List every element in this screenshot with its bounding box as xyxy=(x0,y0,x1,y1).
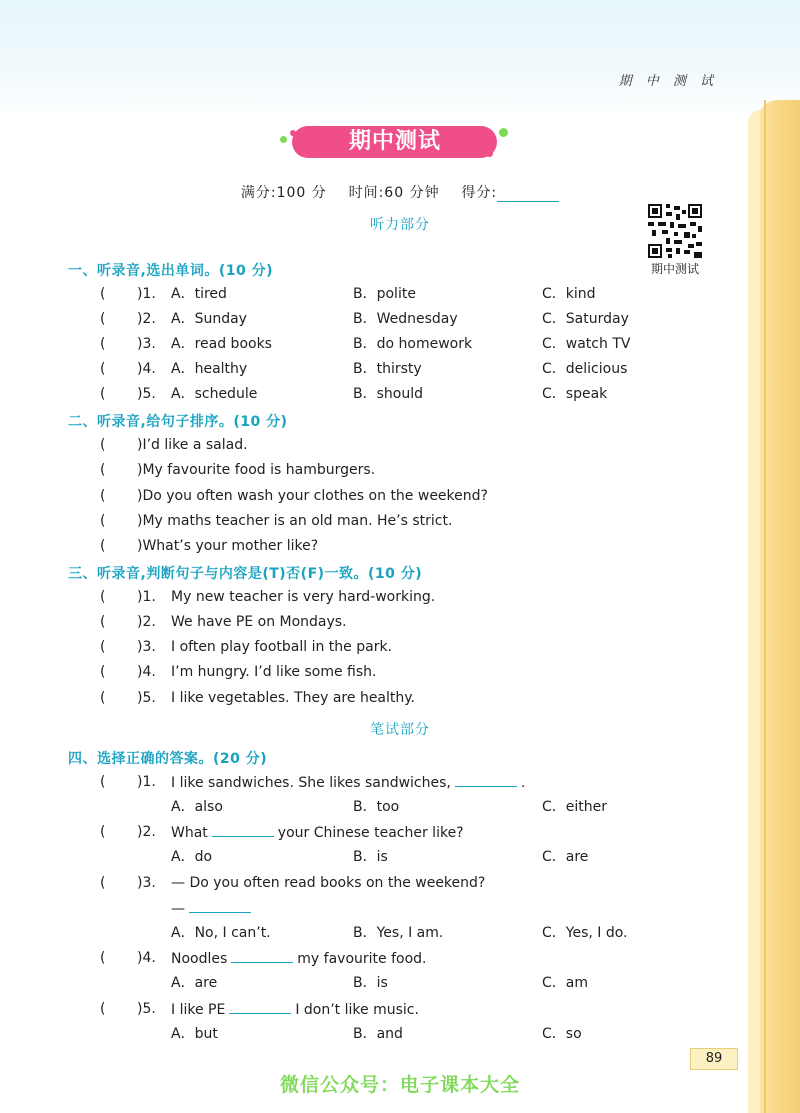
part4-question-2 xyxy=(0,822,800,842)
answer-paren[interactable]: ( xyxy=(100,311,106,327)
option-a: A．tired xyxy=(171,286,227,302)
question-number: )3. xyxy=(137,639,156,655)
writing-section-heading: 笔试部分 xyxy=(370,722,430,738)
question-number: )4. xyxy=(137,361,156,377)
answer-paren[interactable]: ( xyxy=(100,361,106,377)
statement-text: We have PE on Mondays. xyxy=(171,614,347,630)
question-number: )2. xyxy=(137,311,156,327)
decor-dot xyxy=(499,128,508,137)
question-number: )2. xyxy=(137,824,156,840)
part4-options-4 xyxy=(0,973,800,993)
option-a: A．No, I can’t. xyxy=(171,925,271,941)
answer-paren[interactable]: ( xyxy=(100,462,106,478)
statement-text: I’m hungry. I’d like some fish. xyxy=(171,664,377,680)
sentence-text: )What’s your mother like? xyxy=(137,538,319,554)
part4-options-3 xyxy=(0,923,800,943)
part4-question-1 xyxy=(0,772,800,792)
part2-sentence-4 xyxy=(0,511,800,531)
question-number: )1. xyxy=(137,774,156,790)
option-c: C．watch TV xyxy=(542,336,631,352)
option-b: B．polite xyxy=(353,286,416,302)
part1-question-2 xyxy=(0,309,800,329)
qr-label: 期中测试 xyxy=(650,262,699,276)
question-number: )3. xyxy=(137,336,156,352)
option-c: C．kind xyxy=(542,286,596,302)
option-c: C．Yes, I do. xyxy=(542,925,628,941)
question-number: )4. xyxy=(137,950,156,966)
option-b: B．do homework xyxy=(353,336,473,352)
qr-code-icon[interactable] xyxy=(648,204,702,258)
score-info xyxy=(0,182,800,202)
sentence-text: )My favourite food is hamburgers. xyxy=(137,462,376,478)
option-c: C．am xyxy=(542,975,588,991)
option-b: B．is xyxy=(353,975,388,991)
part2-sentence-2 xyxy=(0,460,800,480)
answer-paren[interactable]: ( xyxy=(100,824,106,840)
fill-blank[interactable] xyxy=(212,822,274,837)
answer-paren[interactable]: ( xyxy=(100,386,106,402)
part4-question-5 xyxy=(0,999,800,1019)
question-number: )5. xyxy=(137,1001,156,1017)
option-a: A．do xyxy=(171,849,213,865)
option-c: C．either xyxy=(542,799,608,815)
part2-sentence-3 xyxy=(0,486,800,506)
option-b: B．Wednesday xyxy=(353,311,458,327)
question-number: )1. xyxy=(137,286,156,302)
fill-blank[interactable] xyxy=(455,772,517,787)
part4-question-3 xyxy=(0,873,800,893)
option-a: A．but xyxy=(171,1026,218,1042)
option-a: A．read books xyxy=(171,336,272,352)
answer-paren[interactable]: ( xyxy=(100,950,106,966)
sentence-text: )My maths teacher is an old man. He’s strict. xyxy=(137,513,453,529)
part3-title: 三、听录音,判断句子与内容是(T)否(F)一致。(10 分) xyxy=(68,566,423,582)
answer-paren[interactable]: ( xyxy=(100,664,106,680)
option-a: A．also xyxy=(171,799,223,815)
part4-options-1 xyxy=(0,797,800,817)
answer-paren[interactable]: ( xyxy=(100,286,106,302)
statement-text: I often play football in the park. xyxy=(171,639,393,655)
question-text: — Do you often read books on the weekend? xyxy=(171,875,486,891)
answer-paren[interactable]: ( xyxy=(100,690,106,706)
answer-paren[interactable]: ( xyxy=(100,437,106,453)
option-c: C．delicious xyxy=(542,361,628,377)
part1-question-5 xyxy=(0,384,800,404)
question-text: Noodles my favourite food. xyxy=(171,948,427,969)
fill-blank[interactable] xyxy=(189,898,251,913)
part4-title: 四、选择正确的答案。(20 分) xyxy=(68,751,268,767)
option-c: C．so xyxy=(542,1026,582,1042)
decor-dot xyxy=(486,150,493,157)
part4-question-4 xyxy=(0,948,800,968)
part2-sentence-1 xyxy=(0,435,800,455)
question-text: I like PE I don’t like music. xyxy=(171,999,419,1020)
answer-paren[interactable]: ( xyxy=(100,336,106,352)
fill-blank[interactable] xyxy=(229,999,291,1014)
option-c: C．are xyxy=(542,849,589,865)
top-band xyxy=(0,0,800,120)
question-number: )2. xyxy=(137,614,156,630)
part3-statement-3 xyxy=(0,637,800,657)
option-a: A．schedule xyxy=(171,386,258,402)
listening-section-heading: 听力部分 xyxy=(370,217,430,233)
option-a: A．Sunday xyxy=(171,311,247,327)
part4-options-5 xyxy=(0,1024,800,1044)
part3-statement-4 xyxy=(0,662,800,682)
answer-paren[interactable]: ( xyxy=(100,875,106,891)
question-number: )3. xyxy=(137,875,156,891)
answer-paren[interactable]: ( xyxy=(100,589,106,605)
question-number: )4. xyxy=(137,664,156,680)
question-number: )5. xyxy=(137,386,156,402)
part1-question-1 xyxy=(0,284,800,304)
option-b: B．thirsty xyxy=(353,361,422,377)
option-b: B．should xyxy=(353,386,423,402)
score-blank[interactable] xyxy=(497,187,559,202)
question-text: What your Chinese teacher like? xyxy=(171,822,464,843)
sentence-text: )I’d like a salad. xyxy=(137,437,248,453)
part3-statement-5 xyxy=(0,688,800,708)
part1-question-4 xyxy=(0,359,800,379)
footer-watermark: 微信公众号：电子课本大全 xyxy=(279,1074,520,1096)
question-number: )5. xyxy=(137,690,156,706)
part3-statement-2 xyxy=(0,612,800,632)
answer-paren[interactable]: ( xyxy=(100,538,106,554)
part2-sentence-5 xyxy=(0,536,800,556)
page-number: 89 xyxy=(690,1048,738,1070)
answer-paren[interactable]: ( xyxy=(100,774,106,790)
option-b: B．too xyxy=(353,799,400,815)
option-a: A．are xyxy=(171,975,218,991)
option-b: B．and xyxy=(353,1026,403,1042)
part3-statement-1 xyxy=(0,587,800,607)
option-c: C．Saturday xyxy=(542,311,629,327)
question-text: I like sandwiches. She likes sandwiches, . xyxy=(171,772,525,793)
part1-question-3 xyxy=(0,334,800,354)
option-b: B．is xyxy=(353,849,388,865)
time-limit: 时间:60 分钟 xyxy=(348,185,440,201)
score-label: 得分: xyxy=(461,185,498,201)
answer-paren[interactable]: ( xyxy=(100,1001,106,1017)
part2-title: 二、听录音,给句子排序。(10 分) xyxy=(68,414,288,430)
page-title: 期中测试 xyxy=(348,129,441,154)
part4-options-2 xyxy=(0,847,800,867)
answer-paren[interactable]: ( xyxy=(100,488,106,504)
statement-text: My new teacher is very hard-working. xyxy=(171,589,436,605)
option-b: B．Yes, I am. xyxy=(353,925,444,941)
part1-title: 一、听录音,选出单词。(10 分) xyxy=(68,263,273,279)
reply-line: — xyxy=(171,898,255,919)
sentence-text: )Do you often wash your clothes on the weekend? xyxy=(137,488,488,504)
answer-paren[interactable]: ( xyxy=(100,513,106,529)
option-c: C．speak xyxy=(542,386,608,402)
full-score: 满分:100 分 xyxy=(240,185,327,201)
question-number: )1. xyxy=(137,589,156,605)
running-header: 期 中 测 试 xyxy=(618,74,718,89)
title-banner xyxy=(280,122,510,166)
statement-text: I like vegetables. They are healthy. xyxy=(171,690,416,706)
fill-blank[interactable] xyxy=(231,948,293,963)
option-a: A．healthy xyxy=(171,361,248,377)
answer-paren[interactable]: ( xyxy=(100,639,106,655)
answer-paren[interactable]: ( xyxy=(100,614,106,630)
part4-answer-line-3 xyxy=(0,898,800,918)
